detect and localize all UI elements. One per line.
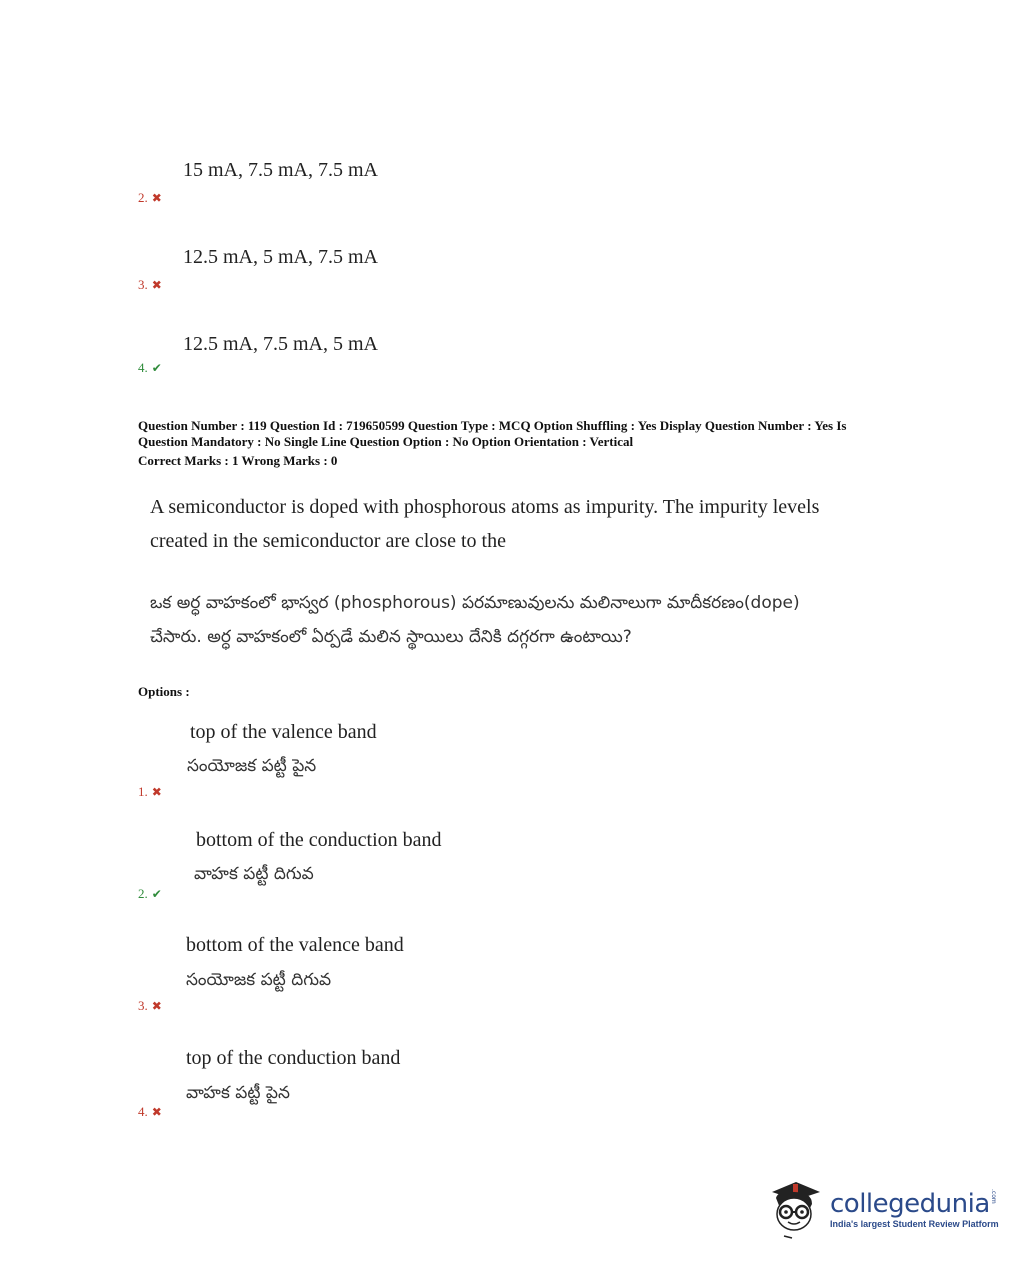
option-4-english: top of the conduction band — [186, 1047, 401, 1069]
question-meta-line-2: Question Mandatory : No Single Line Question Option : No Option Orientation : Vertical — [138, 434, 634, 449]
question-text-te-line-1: ఒక అర్ధ వాహకంలో భాస్వర (phosphorous) పరమాణువులను మలినాలుగా మాదీకరణం(dope) — [150, 593, 800, 613]
logo-text-block — [830, 1189, 999, 1229]
option-4-marker — [138, 1104, 162, 1120]
wrong-cross-icon: ✖ — [151, 999, 162, 1013]
option-1-telugu: సంయోజక పట్టీ పైన — [187, 756, 317, 776]
question-text-te-line-2: చేసారు. అర్ధ వాహకంలో ఏర్పడే మలిన స్థాయిలు దేనికి దగ్గరగా ఉంటాయి? — [150, 627, 632, 647]
option-number: 4. — [138, 1104, 148, 1119]
question-meta — [138, 418, 898, 469]
option-number: 1. — [138, 784, 148, 799]
option-2-english: bottom of the conduction band — [196, 829, 442, 851]
question-text-en-line-1: A semiconductor is doped with phosphorous atoms as impurity. The impurity levels — [150, 496, 820, 518]
option-1-marker — [138, 784, 162, 800]
wrong-cross-icon: ✖ — [151, 191, 162, 205]
prev-option-3-marker — [138, 277, 162, 293]
options-label: Options : — [138, 684, 190, 699]
option-number: 3. — [138, 998, 148, 1013]
question-text-en-line-2: created in the semiconductor are close to the — [150, 530, 506, 552]
collegedunia-logo — [766, 1178, 999, 1240]
option-2-marker — [138, 886, 162, 902]
question-text-telugu — [150, 586, 800, 654]
prev-option-2-text: 15 mA, 7.5 mA, 7.5 mA — [183, 159, 378, 181]
wrong-cross-icon: ✖ — [151, 1105, 162, 1119]
correct-check-icon: ✔ — [151, 887, 162, 901]
option-3-telugu: సంయోజక పట్టీ దిగువ — [186, 970, 332, 990]
option-number: 4. — [138, 360, 148, 375]
prev-option-2-marker — [138, 190, 162, 206]
wrong-cross-icon: ✖ — [151, 785, 162, 799]
option-number: 3. — [138, 277, 148, 292]
wrong-cross-icon: ✖ — [151, 278, 162, 292]
option-3-marker — [138, 998, 162, 1014]
option-1-english: top of the valence band — [190, 721, 377, 743]
option-number: 2. — [138, 190, 148, 205]
logo-name: collegedunia — [830, 1189, 990, 1219]
logo-tagline: India's largest Student Review Platform — [830, 1219, 999, 1229]
option-number: 2. — [138, 886, 148, 901]
question-meta-line-1: Question Number : 119 Question Id : 719650599 Question Type : MCQ Option Shuffling : Yes Display Question Number : Yes Is — [138, 418, 847, 433]
prev-option-4-text: 12.5 mA, 7.5 mA, 5 mA — [183, 333, 378, 355]
option-2-telugu: వాహక పట్టీ దిగువ — [194, 864, 314, 884]
correct-check-icon: ✔ — [151, 361, 162, 375]
option-3-english: bottom of the valence band — [186, 934, 404, 956]
logo-suffix: .com — [989, 1189, 997, 1204]
prev-option-4-marker — [138, 360, 162, 376]
question-meta-line-3: Correct Marks : 1 Wrong Marks : 0 — [138, 453, 338, 468]
option-4-telugu: వాహక పట్టీ పైన — [186, 1083, 290, 1103]
mascot-icon — [766, 1178, 822, 1240]
prev-option-3-text: 12.5 mA, 5 mA, 7.5 mA — [183, 246, 378, 268]
question-text-english — [150, 490, 819, 558]
